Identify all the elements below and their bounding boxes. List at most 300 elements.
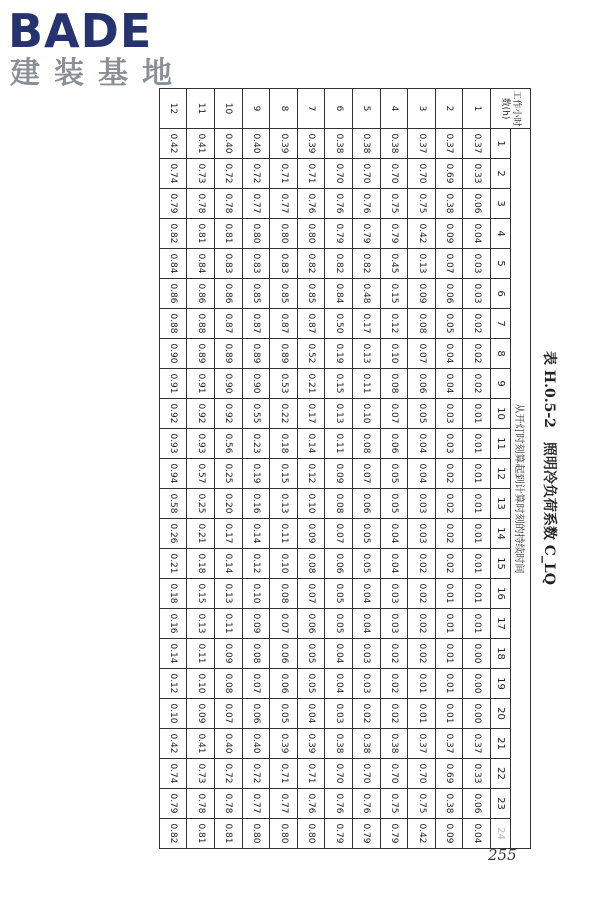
value-cell: 0.92: [215, 399, 243, 429]
value-cell: 0.33: [463, 759, 491, 789]
value-cell: 0.09: [435, 819, 463, 849]
value-cell: 0.05: [297, 669, 325, 699]
value-cell: 0.11: [270, 519, 298, 549]
value-cell: 0.02: [463, 339, 491, 369]
value-cell: 0.21: [187, 519, 215, 549]
value-cell: 0.73: [187, 159, 215, 189]
value-cell: 0.50: [325, 309, 353, 339]
hours-cell: 8: [270, 89, 298, 129]
value-cell: 0.07: [353, 459, 381, 489]
value-cell: 0.02: [380, 669, 408, 699]
value-cell: 0.14: [297, 429, 325, 459]
value-cell: 0.81: [187, 219, 215, 249]
value-cell: 0.22: [270, 399, 298, 429]
value-cell: 0.71: [270, 759, 298, 789]
hours-cell: 1: [463, 89, 491, 129]
table-title: 表 H.0.5-2 照明冷负荷系数 C_LQ: [541, 351, 557, 585]
value-cell: 0.02: [408, 579, 436, 609]
value-cell: 0.40: [242, 729, 270, 759]
value-cell: 0.81: [215, 219, 243, 249]
value-cell: 0.04: [435, 339, 463, 369]
value-cell: 0.02: [463, 369, 491, 399]
value-cell: 0.03: [380, 579, 408, 609]
value-cell: 0.78: [215, 189, 243, 219]
value-cell: 0.10: [297, 489, 325, 519]
brand-logo: [8, 4, 186, 96]
column-header: 18: [491, 639, 511, 669]
value-cell: 0.76: [353, 189, 381, 219]
value-cell: 0.73: [187, 759, 215, 789]
value-cell: 0.87: [242, 309, 270, 339]
value-cell: 0.03: [435, 399, 463, 429]
value-cell: 0.91: [159, 369, 187, 399]
value-cell: 0.74: [159, 159, 187, 189]
hours-cell: 11: [187, 89, 215, 129]
value-cell: 0.16: [159, 609, 187, 639]
value-cell: 0.70: [353, 159, 381, 189]
value-cell: 0.20: [215, 489, 243, 519]
value-cell: 0.03: [380, 609, 408, 639]
value-cell: 0.71: [297, 759, 325, 789]
value-cell: 0.01: [408, 699, 436, 729]
value-cell: 0.10: [242, 579, 270, 609]
value-cell: 0.42: [159, 729, 187, 759]
value-cell: 0.02: [435, 459, 463, 489]
table-row: [408, 89, 436, 849]
value-cell: 0.04: [408, 429, 436, 459]
column-header: 23: [491, 789, 511, 819]
value-cell: 0.39: [297, 729, 325, 759]
value-cell: 0.70: [380, 159, 408, 189]
value-cell: 0.84: [325, 279, 353, 309]
value-cell: 0.41: [187, 129, 215, 159]
value-cell: 0.08: [270, 579, 298, 609]
value-cell: 0.02: [353, 699, 381, 729]
value-cell: 0.79: [325, 819, 353, 849]
column-header-row: [491, 89, 511, 849]
value-cell: 0.55: [242, 399, 270, 429]
value-cell: 0.88: [187, 309, 215, 339]
value-cell: 0.00: [463, 639, 491, 669]
value-cell: 0.79: [325, 219, 353, 249]
value-cell: 0.01: [435, 669, 463, 699]
value-cell: 0.06: [270, 639, 298, 669]
value-cell: 0.79: [159, 189, 187, 219]
column-header: 9: [491, 369, 511, 399]
column-header: 4: [491, 219, 511, 249]
value-cell: 0.09: [435, 219, 463, 249]
column-header: 3: [491, 189, 511, 219]
value-cell: 0.37: [435, 729, 463, 759]
value-cell: 0.12: [297, 459, 325, 489]
value-cell: 0.72: [242, 759, 270, 789]
hours-cell: 6: [325, 89, 353, 129]
hours-cell: 7: [297, 89, 325, 129]
value-cell: 0.02: [408, 549, 436, 579]
value-cell: 0.11: [215, 609, 243, 639]
hours-cell: 5: [353, 89, 381, 129]
value-cell: 0.38: [353, 729, 381, 759]
value-cell: 0.15: [270, 459, 298, 489]
value-cell: 0.06: [242, 699, 270, 729]
column-header: 20: [491, 699, 511, 729]
value-cell: 0.37: [435, 129, 463, 159]
value-cell: 0.77: [270, 189, 298, 219]
value-cell: 0.39: [297, 129, 325, 159]
value-cell: 0.75: [380, 189, 408, 219]
value-cell: 0.72: [242, 159, 270, 189]
value-cell: 0.03: [408, 489, 436, 519]
value-cell: 0.04: [380, 549, 408, 579]
value-cell: 0.08: [242, 639, 270, 669]
value-cell: 0.39: [270, 129, 298, 159]
column-header: 12: [491, 459, 511, 489]
value-cell: 0.92: [187, 399, 215, 429]
value-cell: 0.03: [353, 669, 381, 699]
value-cell: 0.02: [435, 489, 463, 519]
value-cell: 0.57: [187, 459, 215, 489]
value-cell: 0.40: [242, 129, 270, 159]
value-cell: 0.38: [353, 129, 381, 159]
value-cell: 0.80: [270, 219, 298, 249]
value-cell: 0.05: [353, 549, 381, 579]
value-cell: 0.05: [380, 459, 408, 489]
value-cell: 0.10: [159, 699, 187, 729]
value-cell: 0.06: [325, 549, 353, 579]
value-cell: 0.80: [297, 819, 325, 849]
value-cell: 0.13: [353, 339, 381, 369]
table-row: [435, 89, 463, 849]
value-cell: 0.09: [408, 279, 436, 309]
logo-wordmark: BADE: [8, 4, 153, 58]
value-cell: 0.71: [270, 159, 298, 189]
page-number: 255: [488, 846, 517, 864]
value-cell: 0.08: [408, 309, 436, 339]
value-cell: 0.39: [270, 729, 298, 759]
value-cell: 0.01: [463, 579, 491, 609]
table-body: [159, 89, 490, 849]
value-cell: 0.02: [408, 609, 436, 639]
table-row: [463, 89, 491, 849]
value-cell: 0.06: [353, 489, 381, 519]
value-cell: 0.02: [380, 699, 408, 729]
value-cell: 0.05: [297, 639, 325, 669]
value-cell: 0.37: [463, 129, 491, 159]
value-cell: 0.04: [353, 579, 381, 609]
value-cell: 0.71: [297, 159, 325, 189]
value-cell: 0.05: [270, 699, 298, 729]
table-row: [270, 89, 298, 849]
value-cell: 0.00: [463, 669, 491, 699]
column-header: 24: [491, 819, 511, 849]
value-cell: 0.38: [325, 729, 353, 759]
value-cell: 0.05: [408, 399, 436, 429]
column-header: 19: [491, 669, 511, 699]
value-cell: 0.37: [408, 129, 436, 159]
column-header: 22: [491, 759, 511, 789]
value-cell: 0.90: [215, 369, 243, 399]
value-cell: 0.86: [215, 279, 243, 309]
value-cell: 0.04: [297, 699, 325, 729]
value-cell: 0.89: [270, 339, 298, 369]
value-cell: 0.07: [435, 249, 463, 279]
table-row: [159, 89, 187, 849]
value-cell: 0.16: [242, 489, 270, 519]
value-cell: 0.08: [325, 489, 353, 519]
value-cell: 0.06: [297, 609, 325, 639]
value-cell: 0.80: [242, 819, 270, 849]
value-cell: 0.89: [187, 339, 215, 369]
value-cell: 0.75: [408, 789, 436, 819]
value-cell: 0.82: [353, 249, 381, 279]
value-cell: 0.42: [408, 219, 436, 249]
value-cell: 0.78: [215, 789, 243, 819]
column-header: 1: [491, 129, 511, 159]
value-cell: 0.82: [159, 819, 187, 849]
value-cell: 0.23: [242, 429, 270, 459]
value-cell: 0.70: [325, 759, 353, 789]
value-cell: 0.04: [353, 609, 381, 639]
value-cell: 0.76: [353, 789, 381, 819]
value-cell: 0.38: [325, 129, 353, 159]
value-cell: 0.84: [187, 249, 215, 279]
value-cell: 0.77: [270, 789, 298, 819]
value-cell: 0.06: [380, 429, 408, 459]
value-cell: 0.05: [325, 609, 353, 639]
value-cell: 0.02: [380, 639, 408, 669]
value-cell: 0.08: [215, 669, 243, 699]
value-cell: 0.04: [408, 459, 436, 489]
value-cell: 0.70: [380, 759, 408, 789]
value-cell: 0.93: [187, 429, 215, 459]
hours-cell: 9: [242, 89, 270, 129]
value-cell: 0.08: [297, 549, 325, 579]
value-cell: 0.72: [215, 159, 243, 189]
value-cell: 0.79: [353, 219, 381, 249]
table-row: [380, 89, 408, 849]
value-cell: 0.90: [242, 369, 270, 399]
value-cell: 0.13: [215, 579, 243, 609]
column-header: 21: [491, 729, 511, 759]
value-cell: 0.79: [380, 819, 408, 849]
value-cell: 0.07: [270, 609, 298, 639]
value-cell: 0.08: [380, 369, 408, 399]
value-cell: 0.82: [325, 249, 353, 279]
value-cell: 0.11: [353, 369, 381, 399]
value-cell: 0.10: [353, 399, 381, 429]
value-cell: 0.79: [159, 789, 187, 819]
value-cell: 0.37: [408, 729, 436, 759]
value-cell: 0.15: [187, 579, 215, 609]
value-cell: 0.01: [435, 609, 463, 639]
value-cell: 0.07: [380, 399, 408, 429]
value-cell: 0.18: [159, 579, 187, 609]
value-cell: 0.86: [187, 279, 215, 309]
value-cell: 0.41: [187, 729, 215, 759]
value-cell: 0.26: [159, 519, 187, 549]
value-cell: 0.79: [380, 219, 408, 249]
value-cell: 0.10: [187, 669, 215, 699]
value-cell: 0.09: [325, 459, 353, 489]
column-header: 5: [491, 249, 511, 279]
value-cell: 0.13: [270, 489, 298, 519]
value-cell: 0.25: [187, 489, 215, 519]
value-cell: 0.14: [242, 519, 270, 549]
value-cell: 0.12: [380, 309, 408, 339]
value-cell: 0.09: [187, 699, 215, 729]
value-cell: 0.80: [270, 819, 298, 849]
hours-cell: 10: [215, 89, 243, 129]
value-cell: 0.01: [408, 669, 436, 699]
value-cell: 0.03: [353, 639, 381, 669]
value-cell: 0.33: [463, 159, 491, 189]
value-cell: 0.77: [242, 189, 270, 219]
value-cell: 0.90: [159, 339, 187, 369]
value-cell: 0.56: [215, 429, 243, 459]
value-cell: 0.79: [353, 819, 381, 849]
value-cell: 0.40: [215, 129, 243, 159]
value-cell: 0.78: [187, 189, 215, 219]
value-cell: 0.02: [408, 639, 436, 669]
value-cell: 0.48: [353, 279, 381, 309]
value-cell: 0.76: [297, 789, 325, 819]
value-cell: 0.13: [187, 609, 215, 639]
value-cell: 0.09: [297, 519, 325, 549]
value-cell: 0.09: [242, 609, 270, 639]
value-cell: 0.04: [325, 639, 353, 669]
value-cell: 0.11: [187, 639, 215, 669]
value-cell: 0.80: [242, 219, 270, 249]
value-cell: 0.80: [297, 219, 325, 249]
value-cell: 0.14: [159, 639, 187, 669]
value-cell: 0.01: [463, 459, 491, 489]
value-cell: 0.69: [435, 759, 463, 789]
value-cell: 0.03: [463, 279, 491, 309]
value-cell: 0.82: [297, 249, 325, 279]
value-cell: 0.07: [215, 699, 243, 729]
value-cell: 0.82: [159, 219, 187, 249]
value-cell: 0.69: [435, 159, 463, 189]
value-cell: 0.91: [187, 369, 215, 399]
value-cell: 0.11: [325, 429, 353, 459]
value-cell: 0.25: [215, 459, 243, 489]
value-cell: 0.92: [159, 399, 187, 429]
value-cell: 0.85: [270, 279, 298, 309]
value-cell: 0.83: [270, 249, 298, 279]
value-cell: 0.83: [215, 249, 243, 279]
value-cell: 0.70: [325, 159, 353, 189]
value-cell: 0.94: [159, 459, 187, 489]
value-cell: 0.89: [242, 339, 270, 369]
value-cell: 0.81: [187, 819, 215, 849]
table-row: [215, 89, 243, 849]
value-cell: 0.85: [297, 279, 325, 309]
value-cell: 0.93: [159, 429, 187, 459]
value-cell: 0.05: [435, 309, 463, 339]
value-cell: 0.83: [242, 249, 270, 279]
value-cell: 0.05: [380, 489, 408, 519]
value-cell: 0.01: [463, 399, 491, 429]
value-cell: 0.09: [215, 639, 243, 669]
value-cell: 0.75: [380, 789, 408, 819]
hours-cell: 2: [435, 89, 463, 129]
value-cell: 0.58: [159, 489, 187, 519]
value-cell: 0.85: [242, 279, 270, 309]
column-header: 6: [491, 279, 511, 309]
value-cell: 0.78: [187, 789, 215, 819]
column-header: 11: [491, 429, 511, 459]
value-cell: 0.40: [215, 729, 243, 759]
value-cell: 0.02: [435, 549, 463, 579]
table-row: [242, 89, 270, 849]
table-row: [297, 89, 325, 849]
value-cell: 0.88: [159, 309, 187, 339]
value-cell: 0.13: [408, 249, 436, 279]
value-cell: 0.00: [463, 699, 491, 729]
column-header: 15: [491, 549, 511, 579]
value-cell: 0.17: [215, 519, 243, 549]
value-cell: 0.04: [380, 519, 408, 549]
value-cell: 0.17: [297, 399, 325, 429]
value-cell: 0.21: [159, 549, 187, 579]
value-cell: 0.04: [325, 669, 353, 699]
value-cell: 0.84: [159, 249, 187, 279]
column-header: 16: [491, 579, 511, 609]
value-cell: 0.07: [242, 669, 270, 699]
value-cell: 0.06: [463, 789, 491, 819]
value-cell: 0.52: [297, 339, 325, 369]
value-cell: 0.77: [242, 789, 270, 819]
value-cell: 0.01: [463, 489, 491, 519]
table-row: [325, 89, 353, 849]
value-cell: 0.07: [325, 519, 353, 549]
value-cell: 0.12: [242, 549, 270, 579]
table-row: [187, 89, 215, 849]
value-cell: 0.38: [435, 789, 463, 819]
value-cell: 0.04: [435, 369, 463, 399]
row-label-header: 工作小时数(h): [491, 89, 531, 129]
value-cell: 0.15: [325, 369, 353, 399]
value-cell: 0.04: [463, 819, 491, 849]
value-cell: 0.70: [408, 159, 436, 189]
value-cell: 0.01: [463, 609, 491, 639]
value-cell: 0.76: [297, 189, 325, 219]
logo-subtitle: 建装基地: [10, 56, 186, 91]
hours-cell: 12: [159, 89, 187, 129]
group-header: 从开灯时刻算起到计算时刻的持续时间: [511, 129, 531, 849]
value-cell: 0.01: [435, 579, 463, 609]
column-header: 13: [491, 489, 511, 519]
value-cell: 0.01: [463, 549, 491, 579]
value-cell: 0.02: [435, 519, 463, 549]
hours-cell: 3: [408, 89, 436, 129]
table-row: [353, 89, 381, 849]
value-cell: 0.42: [159, 129, 187, 159]
value-cell: 0.70: [353, 759, 381, 789]
value-cell: 0.13: [325, 399, 353, 429]
value-cell: 0.10: [380, 339, 408, 369]
value-cell: 0.01: [463, 519, 491, 549]
value-cell: 0.03: [463, 249, 491, 279]
value-cell: 0.75: [408, 189, 436, 219]
value-cell: 0.18: [187, 549, 215, 579]
value-cell: 0.01: [435, 699, 463, 729]
value-cell: 0.87: [297, 309, 325, 339]
value-cell: 0.19: [325, 339, 353, 369]
rotated-table-block: [83, 88, 563, 848]
value-cell: 0.87: [270, 309, 298, 339]
value-cell: 0.06: [463, 189, 491, 219]
